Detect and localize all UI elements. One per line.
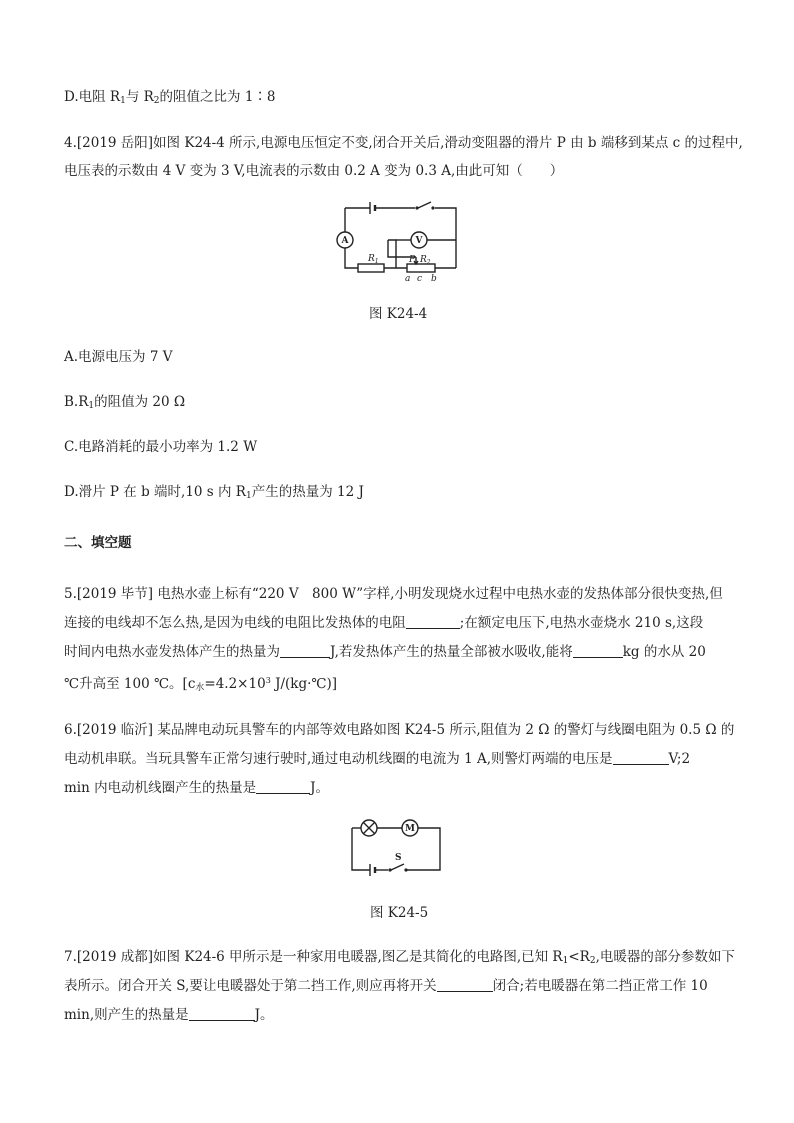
q5-line2: 连接的电线却不怎么热,是因为电线的电阻比发热体的电阻 ;在额定电压下,电热水壶烧水 210 s,这段 bbox=[64, 615, 704, 631]
slider-p-label: P bbox=[409, 255, 416, 265]
answer-blank[interactable] bbox=[573, 643, 623, 658]
answer-blank[interactable] bbox=[280, 643, 330, 658]
ammeter-label: A bbox=[341, 236, 349, 246]
q4-stem-line1: 4.[2019 岳阳]如图 K24-4 所示,电源电压恒定不变,闭合开关后,滑动变阻器的滑片 P 由 b 端移到某点 c 的过程中, bbox=[64, 135, 743, 151]
q5-line1: 5.[2019 毕节] 电热水壶上标有“220 V 800 W”字样,小明发现烧水过程中电热水壶的发热体部分很快变热,但 bbox=[64, 586, 723, 602]
q7-line1: 7.[2019 成都]如图 K24-6 甲所示是一种家用电暖器,图乙是其简化的电路图,已知 $R_1<R_2$,电暖器的部分参数如下 bbox=[64, 949, 735, 966]
figure-caption-k24-4: 图 K24-4 bbox=[369, 306, 428, 322]
q6-line2: 电动机串联。当玩具警车正常匀速行驶时,通过电动机线圈的电流为 1 A,则警灯两端的电压是 V;2 bbox=[64, 751, 691, 767]
section-title: 二、填空题 bbox=[64, 535, 132, 551]
answer-blank[interactable] bbox=[613, 750, 669, 765]
answer-blank[interactable] bbox=[189, 1006, 255, 1021]
resistor-r1 bbox=[358, 264, 384, 272]
q7-line3: min,则产生的热量是 J。 bbox=[64, 1007, 274, 1023]
figure-caption-k24-5: 图 K24-5 bbox=[370, 905, 429, 921]
q5-line3: 时间内电热水壶发热体产生的热量为 J,若发热体产生的热量全部被水吸收,能将 kg 的水从 20 bbox=[64, 644, 706, 660]
answer-blank[interactable] bbox=[437, 977, 493, 992]
r1-label: $R_1$ bbox=[368, 254, 379, 265]
q4-option-c: C.电路消耗的最小功率为 1.2 W bbox=[64, 439, 258, 455]
q4-option-d: D.滑片 P 在 b 端时,10 s 内 $R_1$产生的热量为 12 J bbox=[64, 484, 364, 501]
point-c-label: c bbox=[417, 274, 423, 284]
motor-label: M bbox=[405, 824, 415, 834]
end-b-label: b bbox=[431, 274, 437, 284]
switch-blade bbox=[391, 864, 404, 870]
rheostat-r2 bbox=[407, 264, 435, 272]
q6-line3: min 内电动机线圈产生的热量是 J。 bbox=[64, 780, 330, 796]
answer-blank[interactable] bbox=[256, 779, 310, 794]
answer-blank[interactable] bbox=[406, 614, 460, 629]
q3-option-d: D.电阻 $R_1$与 $R_2$的阻值之比为 1∶8 bbox=[64, 89, 276, 106]
switch-s-label: S bbox=[395, 853, 402, 863]
q4-option-b: $B.R_1$的阻值为 20 Ω bbox=[64, 394, 186, 411]
switch-blade bbox=[418, 202, 431, 208]
q4-option-a: A.电源电压为 7 V bbox=[64, 349, 173, 365]
end-a-label: a bbox=[405, 274, 411, 284]
circuit-figure-k24-4 bbox=[330, 195, 470, 285]
voltmeter-label: V bbox=[415, 236, 423, 246]
q4-stem-line2: 电压表的示数由 4 V 变为 3 V,电流表的示数由 0.2 A 变为 0.3 A,由此可知（ ） bbox=[64, 163, 564, 179]
circuit-figure-k24-5 bbox=[348, 818, 448, 880]
q7-line2: 表所示。闭合开关 S,要让电暖器处于第二挡工作,则应再将开关 闭合;若电暖器在第二挡正常工作 10 bbox=[64, 978, 708, 994]
q6-line1: 6.[2019 临沂] 某品牌电动玩具警车的内部等效电路如图 K24-5 所示,阻值为 2 Ω 的警灯与线圈电阻为 0.5 Ω 的 bbox=[64, 722, 735, 738]
r2-label: $R_2$ bbox=[420, 255, 431, 266]
q5-line4: ℃升高至 100 ℃。[$c_水=4.2\times 10^3$ J/(kg·℃)] bbox=[64, 676, 338, 693]
